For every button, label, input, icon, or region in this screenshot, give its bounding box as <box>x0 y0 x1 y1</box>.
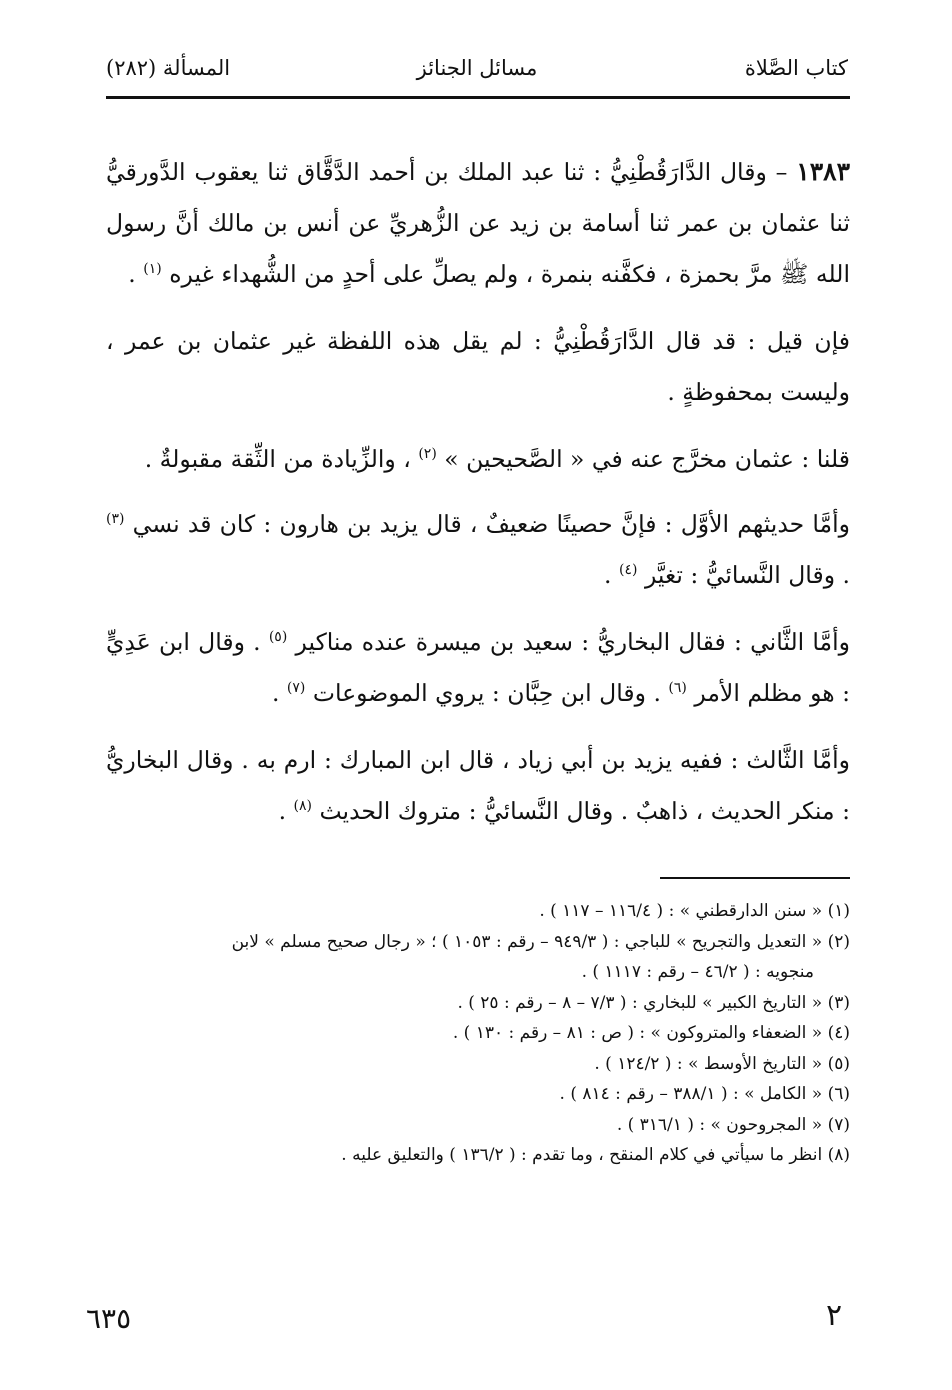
footnote-ref: (٧) <box>286 680 306 697</box>
header-chapter-title: مسائل الجنائز <box>416 56 538 80</box>
paragraph-third-hadith <box>106 735 850 837</box>
footnote-7: (٧) « المجروحون » : ( ٣١٦/١ ) . <box>616 1114 850 1135</box>
paragraph-text: ، والزِّيادة من الثِّقة مقبولةٌ . <box>144 445 419 473</box>
footnote-ref: (٨) <box>293 798 312 815</box>
footnote-8: (٨) انظر ما سيأتي في كلام المنقح ، وما تقدم : ( ١٣٦/٢ ) والتعليق عليه . <box>341 1145 850 1165</box>
footnote-separator <box>660 877 850 879</box>
paragraph-text: قلنا : عثمان مخرَّج عنه في « الصَّحيحين » <box>444 445 850 473</box>
paragraph-text: . <box>271 679 287 707</box>
header-book-title: كتاب الصَّلاة <box>744 56 848 80</box>
page-number: ٦٣٥ <box>86 1302 132 1335</box>
running-header <box>106 52 848 86</box>
paragraph-text: . <box>604 561 619 589</box>
footnote-ref: (٦) <box>668 680 687 697</box>
footnote-3: (٣) « التاريخ الكبير » للبخاري : ( ٧/٣ – ٨ – رقم : ٢٥ ) . <box>457 992 850 1013</box>
paragraph-text: فإن قيل : قد قال الدَّارَقُطْنِيُّ : لم يقل هذه اللفظة غير عثمان بن عمر ، وليست بمحفوظةٍ . <box>106 327 850 406</box>
paragraph-1383 <box>106 146 850 300</box>
paragraph-text: – وقال الدَّارَقُطْنِيُّ : ثنا عبد الملك بن أحمد الدَّقَّاق ثنا يعقوب الدَّورقيُّ ثنا عثمان بن عمر ثنا أسامة بن زيد عن الزُّهريِّ عن أنس بن مالك أنَّ رسول الله ﷺ مرَّ بحمزة ، فكفَّنه بنمرة ، ولم يصلِّ على أحدٍ من الشُّهداء غيره <box>106 158 850 288</box>
footnote-2-continued: منجويه : ( ٤٦/٢ – رقم : ١١١٧ ) . <box>581 962 814 982</box>
volume-number: ٢ <box>826 1298 843 1333</box>
footnote-4: (٤) « الضعفاء والمتروكون » : ( ص : ٨١ – رقم : ١٣٠ ) . <box>452 1023 850 1043</box>
paragraph-reply <box>106 434 850 485</box>
paragraph-text: وأمَّا الثَّاني : فقال البخاريُّ : سعيد بن ميسرة عنده مناكير <box>295 628 850 656</box>
paragraph-text: . وقال النَّسائيُّ : تغيَّر <box>644 561 850 589</box>
paragraph-text: وأمَّا الثَّالث : ففيه يزيد بن أبي زياد ، قال ابن المبارك : ارم به . وقال البخاريُّ : منكر الحديث ، ذاهبٌ . وقال النَّسائيُّ : متروك الحديث <box>106 746 850 825</box>
footnote-ref: (٢) <box>418 446 437 463</box>
paragraph-text: . <box>278 797 294 825</box>
paragraph-text: . وقال ابن حِبَّان : يروي الموضوعات <box>312 679 669 707</box>
footnote-ref: (٣) <box>106 511 125 528</box>
footnote-ref: (٤) <box>618 562 638 579</box>
paragraph-first-hadith <box>106 499 850 601</box>
footnote-5: (٥) « التاريخ الأوسط » : ( ١٢٤/٢ ) . <box>594 1053 850 1074</box>
main-text <box>106 146 850 853</box>
paragraph-objection <box>106 316 850 418</box>
footnote-2: (٢) « التعديل والتجريح » للباجي : ( ٩٤٩/٣ – رقم : ١٠٥٣ ) ؛ « رجال صحيح مسلم » لابن <box>231 931 850 952</box>
footnote-1: (١) « سنن الدارقطني » : ( ١١٦/٤ – ١١٧ ) . <box>539 901 850 921</box>
hadith-number: ١٣٨٣ <box>796 157 850 186</box>
header-rule <box>106 96 850 99</box>
footnotes <box>100 896 850 1171</box>
footnote-ref: (٥) <box>268 629 288 646</box>
paragraph-text: . وقال ابن عَدِيٍّ : هو مظلم الأمر <box>106 628 850 707</box>
footnote-ref: (١) <box>143 261 162 278</box>
footnote-6: (٦) « الكامل » : ( ٣٨٨/١ – رقم : ٨١٤ ) . <box>559 1084 850 1104</box>
paragraph-text: . <box>128 260 144 288</box>
header-issue-number: المسألة (٢٨٢) <box>106 56 231 80</box>
paragraph-second-hadith <box>106 617 850 719</box>
paragraph-text: وأمَّا حديثهم الأوَّل : فإنَّ حصينًا ضعيفٌ ، قال يزيد بن هارون : كان قد نسي <box>132 510 850 538</box>
